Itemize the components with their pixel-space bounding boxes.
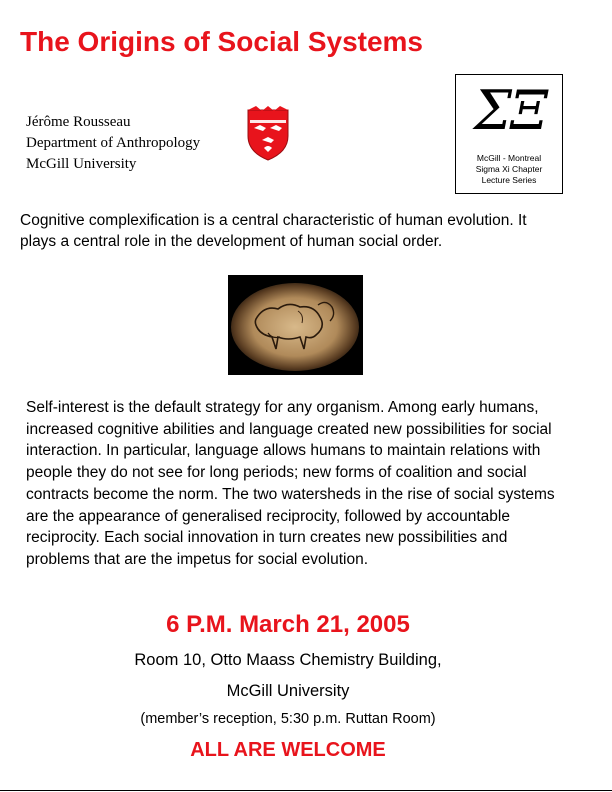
welcome-banner: ALL ARE WELCOME	[190, 739, 386, 761]
event-reception: (member’s reception, 5:30 p.m. Ruttan Room)	[140, 711, 436, 727]
intro-paragraph: Cognitive complexification is a central characteristic of human evolution. It plays a central role in the development of human social order.	[20, 212, 527, 250]
event-venue-line: McGill University	[226, 682, 350, 700]
sigma-xi-caption-line: McGill - Montreal	[476, 153, 542, 163]
body-paragraph: Self-interest is the default strategy for any organism. Among early humans, increased cognitive abilities and language created new possibilities for social interaction. In particular, language allows humans to maintain relations with people they do not see for long periods; new forms of coalition and social contracts become the norm. The two watersheds in the rise of social systems are the appearance of generalised reciprocity, followed by accountable reciprocity. Each social innovation in turn creates new possibilities and problems that are the impetus for social evolution.	[26, 399, 555, 568]
event-venue-line: Room 10, Otto Maass Chemistry Building,	[134, 651, 442, 669]
cave-painting-image	[228, 275, 363, 375]
event-datetime: 6 P.M. March 21, 2005	[166, 611, 410, 638]
sigma-xi-logo	[455, 74, 563, 194]
sigma-xi-glyphs: ΣΞ	[473, 79, 547, 142]
speaker-department: Department of Anthropology	[26, 135, 201, 151]
mcgill-crest-icon	[244, 106, 292, 162]
sigma-xi-caption-line: Sigma Xi Chapter	[475, 164, 543, 174]
sigma-xi-caption-line: Lecture Series	[481, 175, 537, 185]
bottom-divider	[0, 790, 612, 791]
page-title: The Origins of Social Systems	[20, 26, 424, 57]
speaker-university: McGill University	[26, 156, 137, 172]
speaker-name: Jérôme Rousseau	[26, 114, 131, 130]
speaker-block	[26, 112, 200, 175]
sigma-xi-caption	[456, 153, 562, 186]
